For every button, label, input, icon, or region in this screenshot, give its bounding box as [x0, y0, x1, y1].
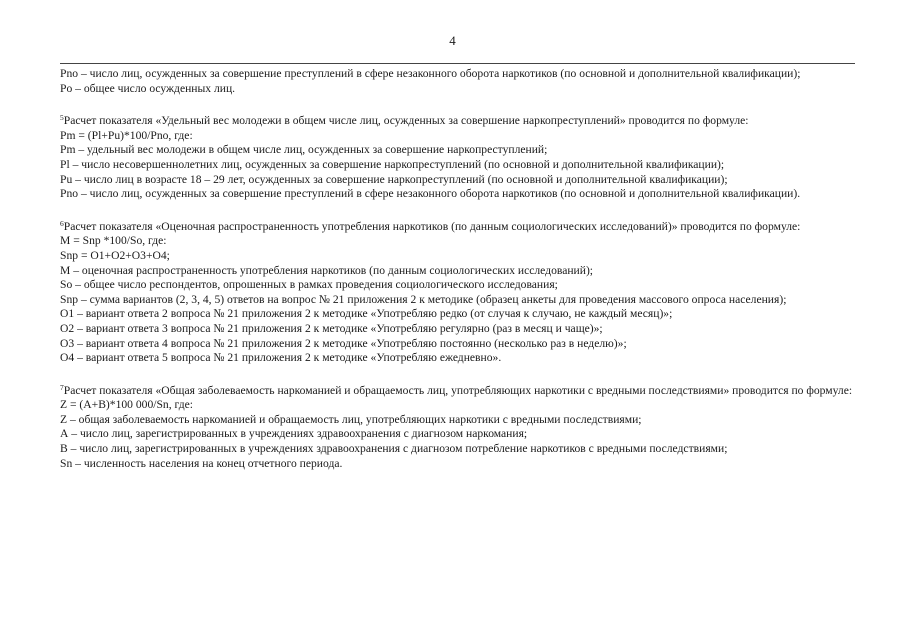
po-definition: Рo – общее число осужденных лиц.	[60, 81, 236, 95]
note6-so-definition: So – общее число респондентов, опрошенных в рамках проведения социологического исследования;	[60, 278, 558, 292]
note5-line: Рu – число лиц в возрасте 18 – 29 лет, осужденных за совершение наркопреступлений (по основной и дополнительной квалификации);	[60, 172, 728, 186]
note5-pno: Рno – число лиц, осужденных за совершение преступлений в сфере незаконного оборота наркотиков (по основной и дополнительной квалификации).	[60, 187, 801, 201]
pno-definition: Рno – число лиц, осужденных за совершение преступлений в сфере незаконного оборота наркотиков (по основной и дополнительной квалификации);	[60, 67, 801, 80]
note5-formula: Рm = (Рl+Рu)*100/Рno, где:	[60, 128, 193, 142]
note5-intro: $^5$Расчет показателя «Удельный вес молодежи в общем числе лиц, осужденных за совершение наркопреступлений» проводится по формуле:	[60, 113, 749, 128]
footnote-marker: 6	[60, 218, 64, 228]
note6-option: О1 – вариант ответа 2 вопроса № 21 приложения 2 к методике «Употребляю редко (от случая к случаю, не каждый месяц)»;	[60, 307, 673, 321]
note7-formula: Z = (А+В)*100 000/Sn, где:	[60, 398, 193, 412]
note5-line: Рm – удельный вес молодежи в общем числе лиц, осужденных за совершение наркопреступлений;	[60, 143, 548, 157]
header-rule	[60, 63, 855, 64]
note6-m-definition: М – оценочная распространенность употребления наркотиков (по данным социологических исследований);	[60, 263, 594, 277]
note6-option: О2 – вариант ответа 3 вопроса № 21 приложения 2 к методике «Употребляю регулярно (раз в месяц и чаще)»;	[60, 321, 603, 335]
note7-line: В – число лиц, зарегистрированных в учреждениях здравоохранения с диагнозом потребление наркотиков с вредными последствиями;	[60, 442, 728, 456]
note6-formula: М = Snp *100/So, где:	[60, 234, 167, 248]
note5-line: Рl – число несовершеннолетних лиц, осужденных за совершение наркопреступлений (по основной и дополнительной квалификации);	[60, 157, 725, 171]
note6-snp-definition: Snp – сумма вариантов (2, 3, 4, 5) ответов на вопрос № 21 приложения 2 к методике (образец анкеты для проведения массового опроса населения);	[60, 292, 787, 306]
note6-option: О3 – вариант ответа 4 вопроса № 21 приложения 2 к методике «Употребляю постоянно (несколько раз в неделю)»;	[60, 336, 627, 350]
note6-formula: Snp = О1+О2+О3+О4;	[60, 248, 170, 262]
note6-intro: $^6$Расчет показателя «Оценочная распространенность употребления наркотиков (по данным социологических исследований)» проводится по формуле:	[60, 218, 801, 233]
footnote-marker: 7	[60, 382, 64, 392]
note7-line: А – число лиц, зарегистрированных в учреждениях здравоохранения с диагнозом наркомания;	[60, 427, 528, 441]
note6-option: О4 – вариант ответа 5 вопроса № 21 приложения 2 к методике «Употребляю ежедневно».	[60, 351, 502, 365]
note7-line: Z – общая заболеваемость наркоманией и обращаемость лиц, употребляющих наркотики с вредными последствиями;	[60, 412, 642, 426]
note7-intro: $^7$Расчет показателя «Общая заболеваемость наркоманией и обращаемость лиц, употребляющих наркотики с вредными последствиями» проводится по формуле:	[60, 382, 853, 397]
note7-line: Sn – численность населения на конец отчетного периода.	[60, 456, 343, 470]
document-body	[60, 67, 855, 471]
page-number: 4	[449, 33, 456, 48]
footnote-marker: 5	[60, 113, 64, 123]
